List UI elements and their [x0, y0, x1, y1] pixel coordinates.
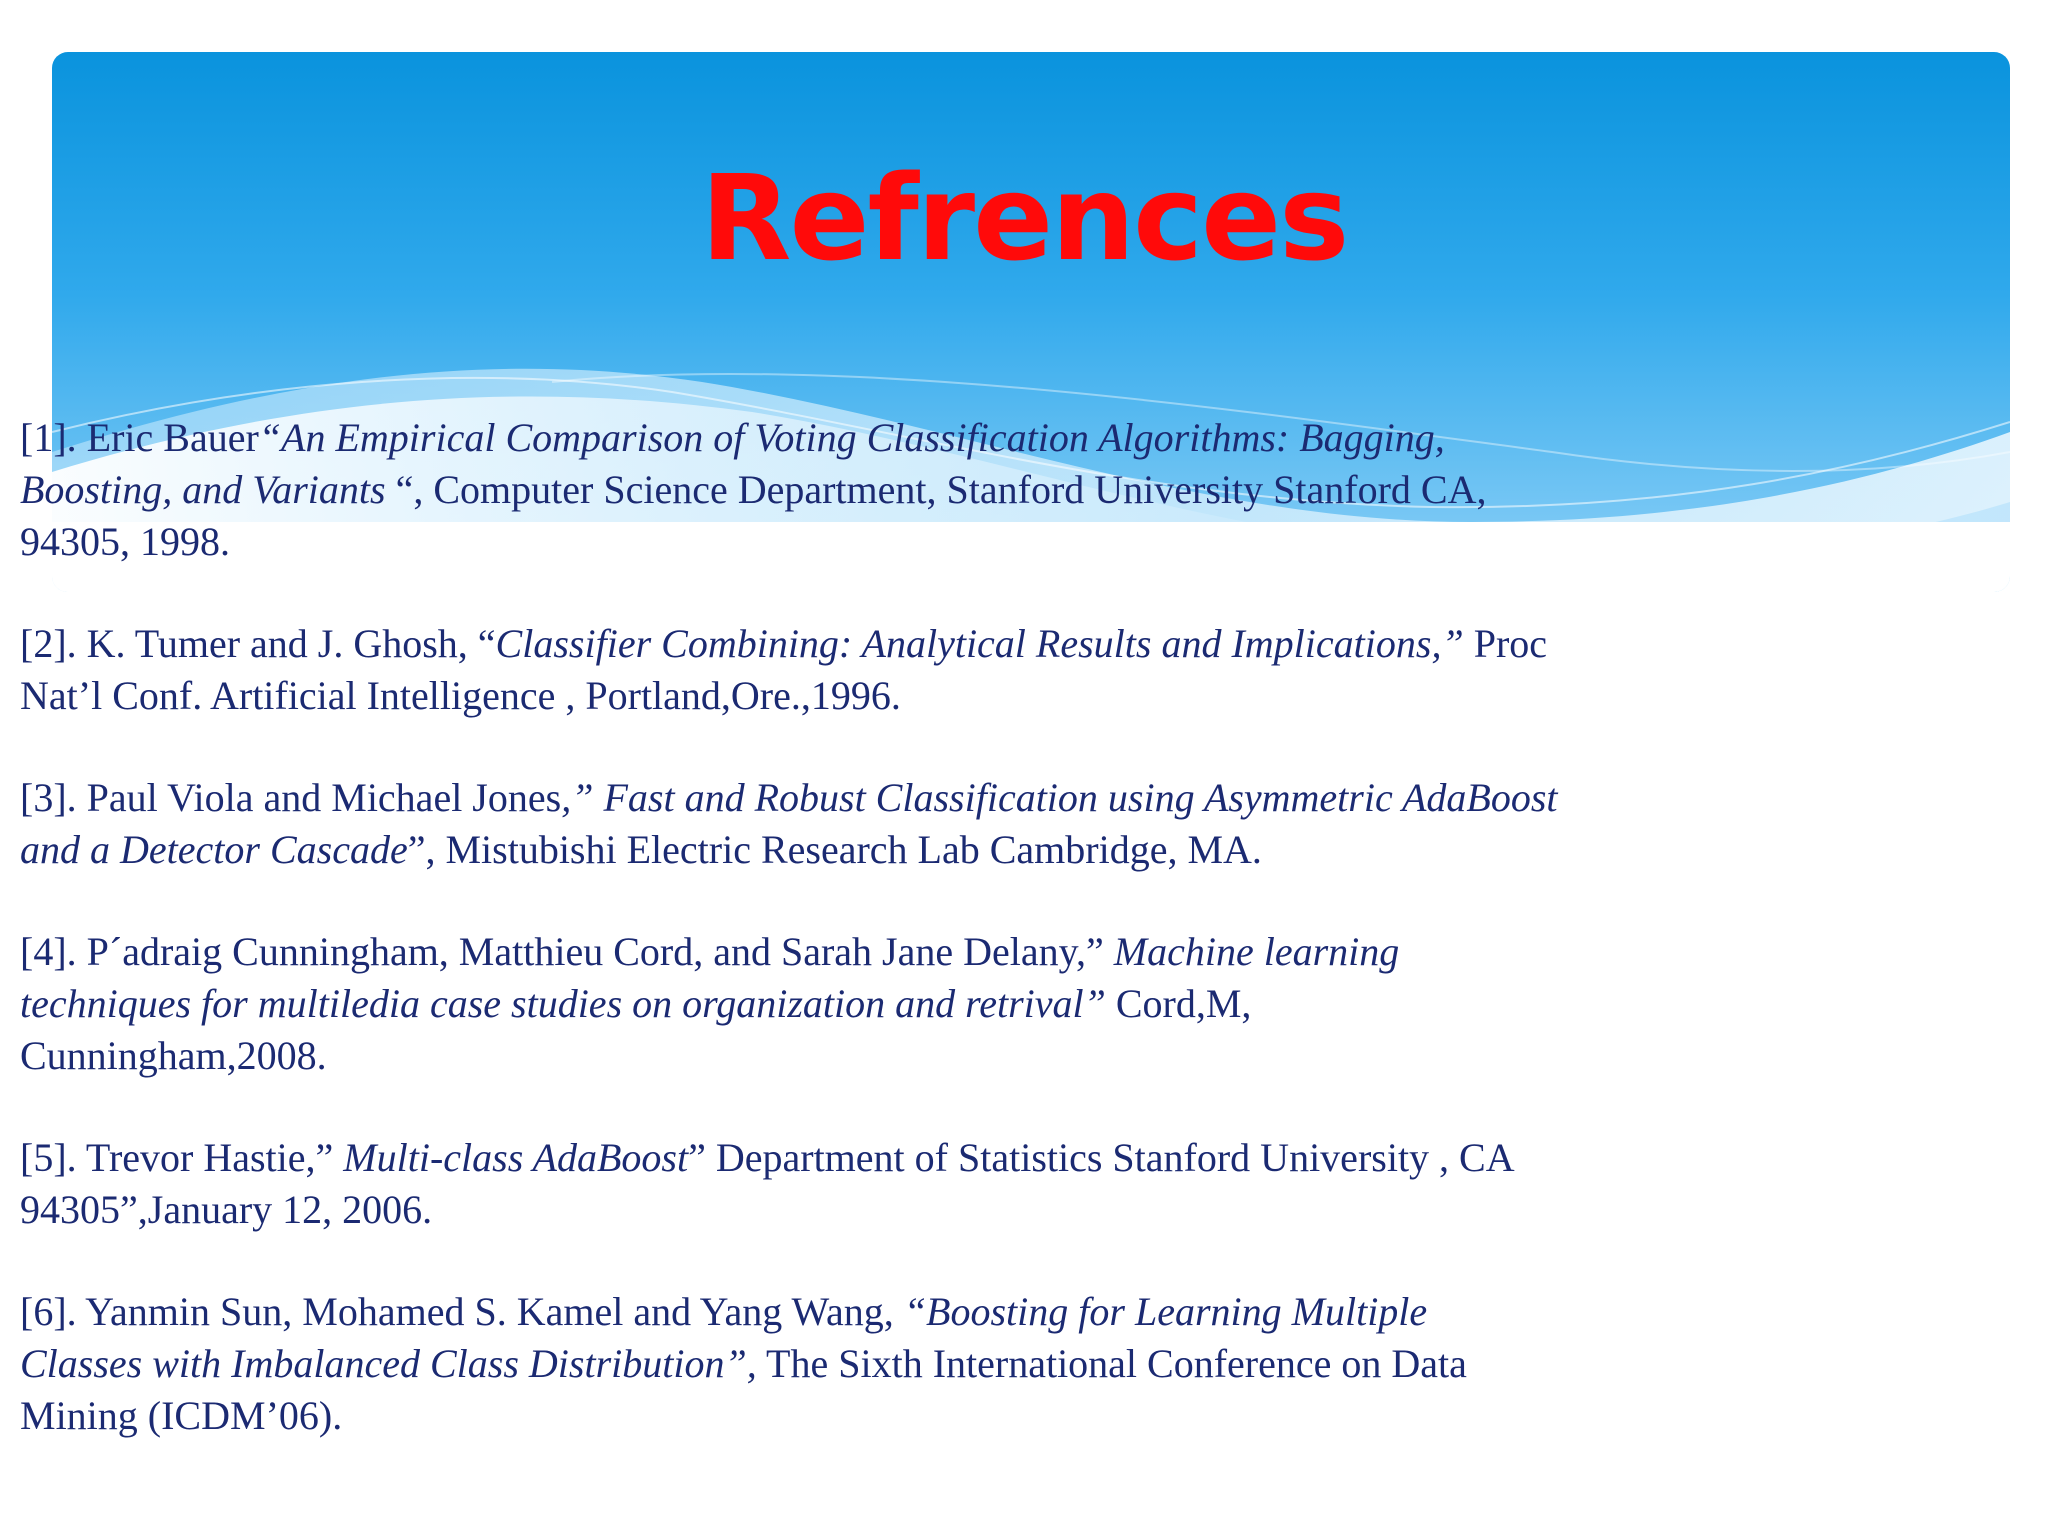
reference-title-italic: “An Empirical Comparison of Voting Classification Algorithms: Bagging,: [258, 415, 1445, 460]
reference-text: Paul Viola and Michael Jones: [76, 775, 562, 820]
reference-line: [20, 1132, 1780, 1184]
reference-line: [20, 772, 1780, 824]
reference-title-italic: Machine learning: [1113, 929, 1400, 974]
reference-text: “, Computer Science Department, Stanford University Stanford CA,: [385, 467, 1487, 512]
reference-line: [20, 926, 1780, 978]
reference-text: P´adraig Cunningham, Matthieu Cord, and Sarah Jane Delany,”: [76, 929, 1114, 974]
reference-title-italic: ,” Fast and Robust Classification using Asymmetric AdaBoost: [561, 775, 1558, 820]
reference-number: [1].: [20, 415, 77, 460]
reference-number: [2].: [20, 621, 77, 666]
reference-item: [20, 1132, 1780, 1236]
reference-line: [20, 412, 1780, 464]
reference-text: The Sixth International Conference on Data: [756, 1341, 1467, 1386]
reference-line: [20, 1184, 1780, 1236]
reference-line: [20, 670, 1780, 722]
reference-text: Eric Bauer: [76, 415, 259, 460]
reference-text: Trevor Hastie,”: [76, 1135, 344, 1180]
reference-title-italic: and a Detector Cascade: [20, 827, 408, 872]
reference-number: [5].: [20, 1135, 77, 1180]
reference-item: [20, 772, 1780, 876]
reference-item: [20, 926, 1780, 1082]
reference-text: Cunningham,2008.: [20, 1033, 327, 1078]
reference-number: [4].: [20, 929, 77, 974]
reference-line: [20, 824, 1780, 876]
reference-text: Nat’l Conf. Artificial Intelligence , Portland,Ore.,1996.: [20, 673, 901, 718]
reference-text: ”, Mistubishi Electric Research Lab Cambridge, MA.: [407, 827, 1262, 872]
reference-text: 94305”,January 12, 2006.: [20, 1187, 433, 1232]
reference-text: Proc: [1463, 621, 1548, 666]
reference-title-italic: techniques for multiledia case studies on organization and retrival”: [20, 981, 1106, 1026]
reference-title-italic: Classifier Combining: Analytical Results and Implications,”: [495, 621, 1464, 666]
reference-text: ” Department of Statistics Stanford University , CA: [688, 1135, 1515, 1180]
reference-text: Mining (ICDM’06).: [20, 1393, 343, 1438]
reference-line: [20, 1390, 1780, 1442]
reference-text: Yanmin Sun, Mohamed S. Kamel and Yang Wang,: [76, 1289, 904, 1334]
reference-line: [20, 516, 1780, 568]
reference-line: [20, 1338, 1780, 1390]
reference-line: [20, 464, 1780, 516]
reference-line: [20, 1286, 1780, 1338]
reference-item: [20, 412, 1780, 568]
reference-text: K. Tumer and J. Ghosh, “: [76, 621, 496, 666]
reference-number: [3].: [20, 775, 77, 820]
reference-item: [20, 1286, 1780, 1442]
reference-title-italic: Classes with Imbalanced Class Distribution”,: [20, 1341, 757, 1386]
references-list: [20, 412, 1780, 1492]
reference-line: [20, 1030, 1780, 1082]
reference-item: [20, 618, 1780, 722]
slide-title: Refrences: [700, 149, 1348, 287]
reference-number: [6].: [20, 1289, 77, 1334]
reference-title-italic: Boosting, and Variants: [20, 467, 386, 512]
reference-line: [20, 978, 1780, 1030]
reference-title-italic: “Boosting for Learning Multiple: [903, 1289, 1428, 1334]
reference-text: 94305, 1998.: [20, 519, 230, 564]
reference-line: [20, 618, 1780, 670]
reference-title-italic: Multi-class AdaBoost: [343, 1135, 689, 1180]
reference-text: Cord,M,: [1105, 981, 1252, 1026]
